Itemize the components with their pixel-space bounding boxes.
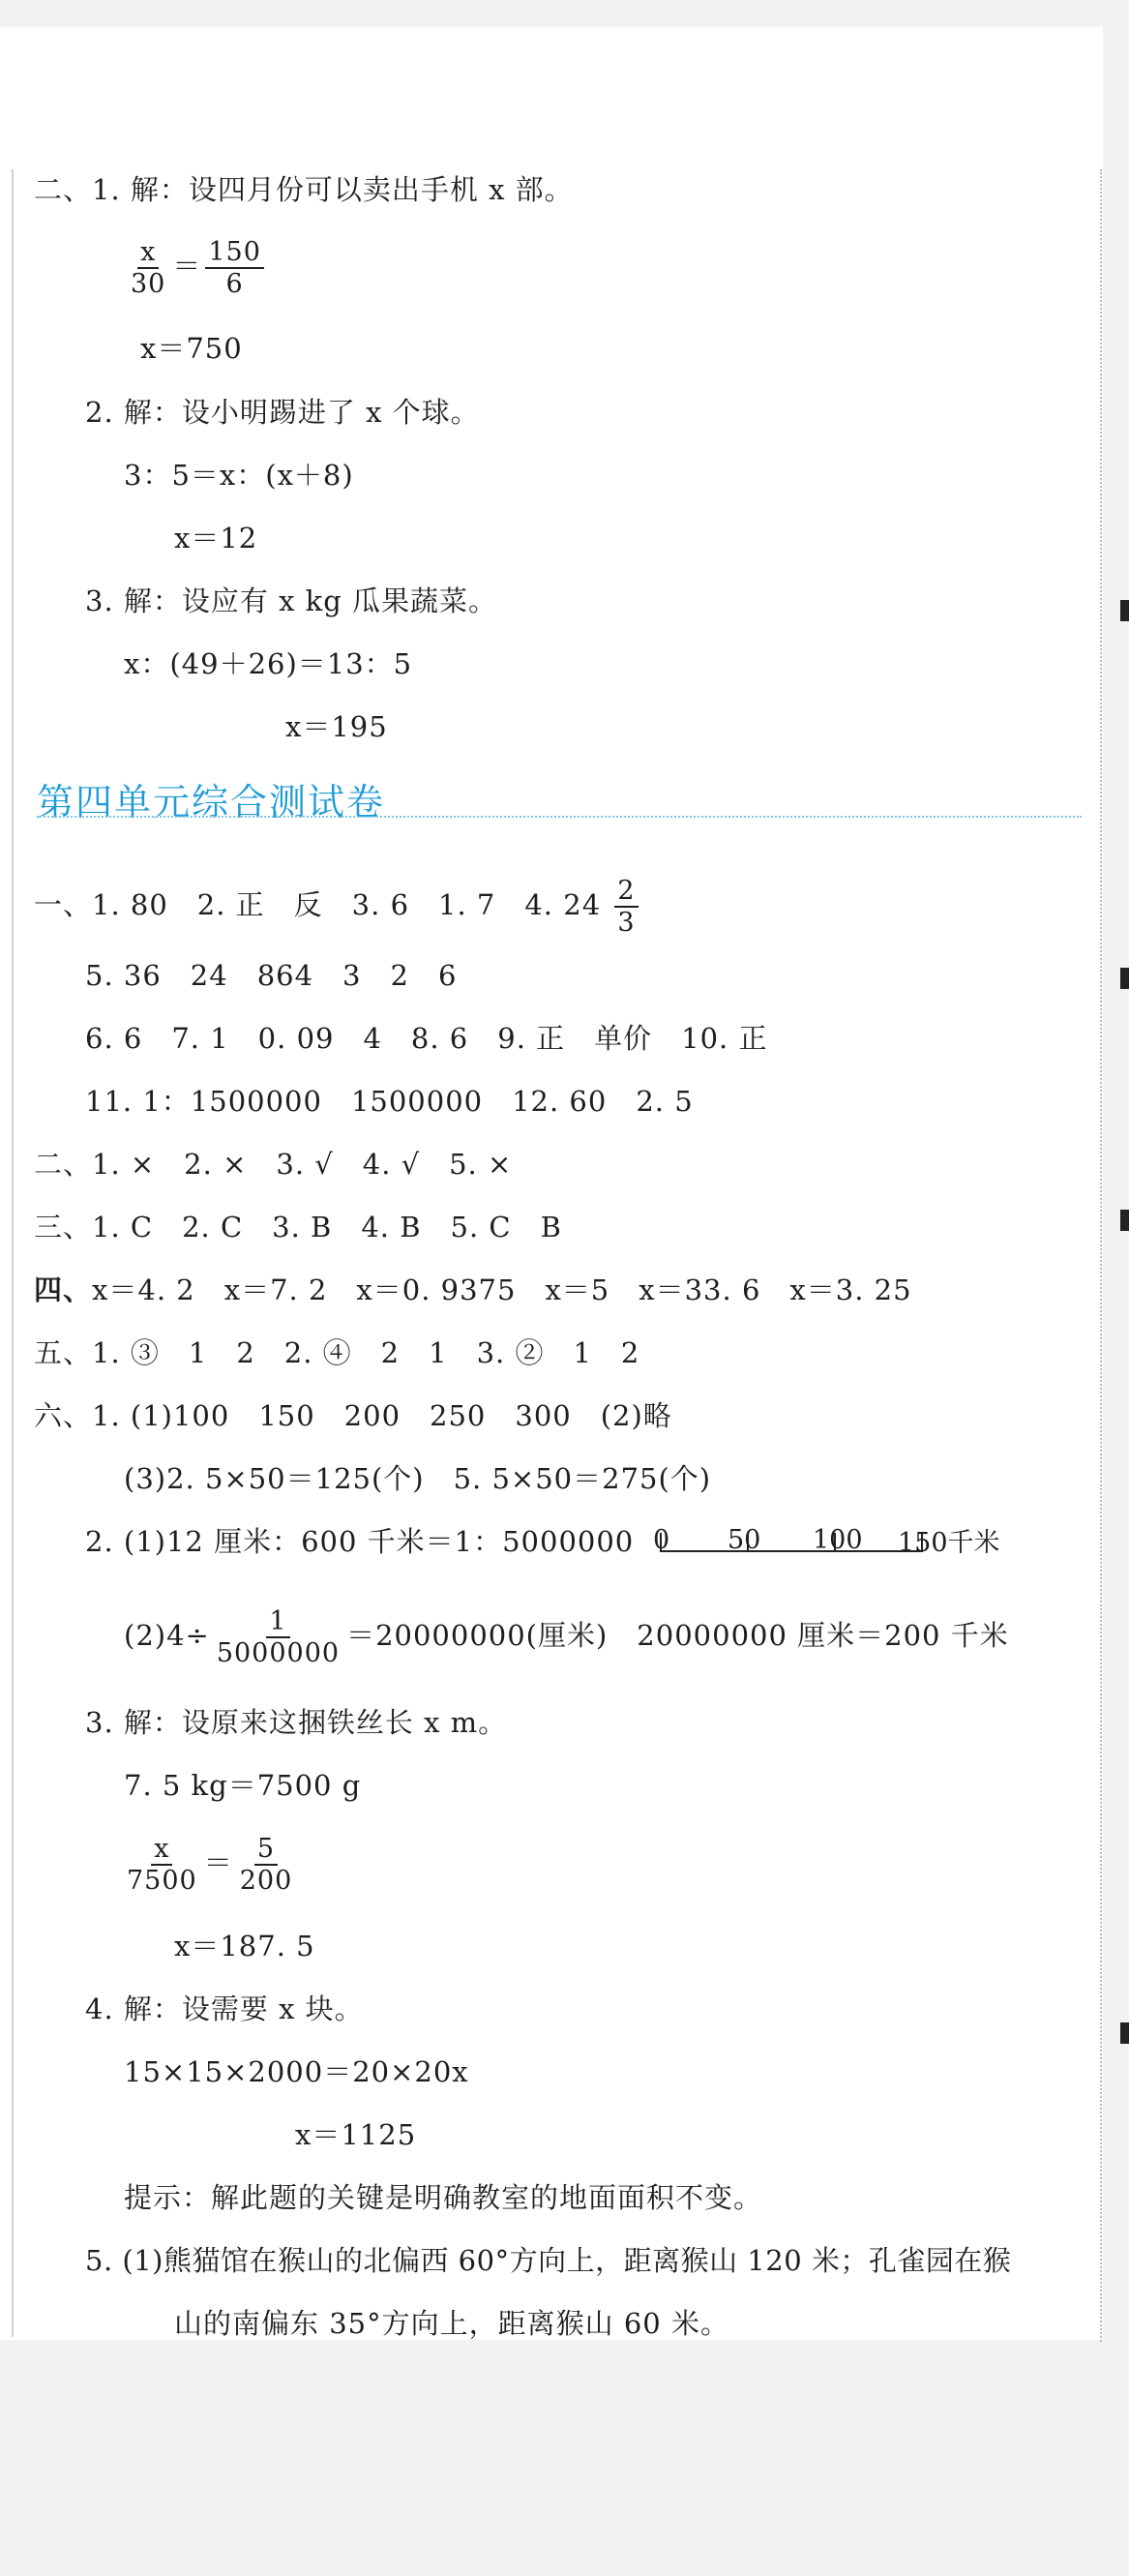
s1-line3: 6. 6 7. 1 0. 09 4 8. 6 9. 正 单价 10. 正 <box>85 1022 768 1055</box>
s6-q3-result: x＝187. 5 <box>174 1930 315 1962</box>
s6-q4-hint: 提示：解此题的关键是明确教室的地面面积不变。 <box>124 2181 763 2214</box>
fraction: $\frac{2}{3}$ <box>614 876 638 938</box>
s3-line: 三、1. C 2. C 3. B 4. B 5. C B <box>34 1211 562 1243</box>
part2-q1-result: x＝750 <box>140 332 243 365</box>
fraction: $\frac{x}{30}$ <box>131 237 166 299</box>
s6-q4-text: 4. 解：设需要 x 块。 <box>85 1992 364 2025</box>
part2-q1-equation: $\frac{x}{30}$ ＝ $\frac{150}{6}$ <box>124 237 268 299</box>
s6-line2: (3)2. 5×50＝125(个) 5. 5×50＝275(个) <box>124 1462 712 1495</box>
scale-label: 100 <box>813 1525 863 1555</box>
scale-label: 150千米 <box>898 1528 1000 1558</box>
fraction: $\frac{150}{6}$ <box>205 237 264 299</box>
s1-line4: 11. 1：1500000 1500000 12. 60 2. 5 <box>85 1085 694 1118</box>
s6-q2-line1: 2. (1)12 厘米：600 千米＝1：5000000 <box>85 1525 635 1558</box>
adjacent-page-fragment <box>1120 968 1129 989</box>
scale-bar <box>660 1527 923 1552</box>
s2-line: 二、1. × 2. × 3. √ 4. √ 5. × <box>34 1148 513 1181</box>
scale-label: 50 <box>728 1525 761 1555</box>
s6-q2-line2: (2)4÷ $\frac{1}{5000000}$ ＝20000000(厘米) 20000000 厘米＝200 千米 <box>124 1606 1009 1668</box>
fraction: $\frac{5}{200}$ <box>239 1834 293 1896</box>
column-divider <box>1100 169 1102 2342</box>
s6-q5-line2: 山的南偏东 35°方向上，距离猴山 60 米。 <box>174 2307 729 2340</box>
adjacent-page-fragment <box>1120 1210 1129 1231</box>
s6-q3-text: 3. 解：设原来这捆铁丝长 x m。 <box>85 1706 508 1739</box>
fraction: $\frac{1}{5000000}$ <box>216 1606 341 1668</box>
s1-line2: 5. 36 24 864 3 2 6 <box>85 959 458 992</box>
s1-line1: 一、1. 80 2. 正 反 3. 6 1. 7 4. 24 $\frac{2}{3}$ <box>34 876 642 938</box>
part2-q3-equation: x：(49＋26)＝13：5 <box>124 647 413 680</box>
s6-q4-result: x＝1125 <box>295 2118 417 2151</box>
left-margin-rule <box>12 169 14 2337</box>
scale-label: 0 <box>653 1525 670 1555</box>
section-divider <box>37 816 1082 818</box>
s6-q3-conversion: 7. 5 kg＝7500 g <box>124 1769 362 1802</box>
s6-line1: 六、1. (1)100 150 200 250 300 (2)略 <box>34 1399 672 1432</box>
part2-q2-text: 2. 解：设小明踢进了 x 个球。 <box>85 396 480 429</box>
part2-q1-text: 二、1. 解：设四月份可以卖出手机 x 部。 <box>34 173 574 206</box>
adjacent-page-fragment <box>1120 600 1129 621</box>
s4-line: 四、x＝4. 2 x＝7. 2 x＝0. 9375 x＝5 x＝33. 6 x＝3. 25 <box>34 1273 912 1306</box>
section-title: 第四单元综合测试卷 <box>37 781 386 824</box>
s5-line: 五、1. ③ 1 2 2. ④ 2 1 3. ② 1 2 <box>34 1336 640 1369</box>
part2-q3-result: x＝195 <box>285 710 388 743</box>
s6-q3-equation: $\frac{x}{7500}$ ＝ $\frac{5}{200}$ <box>120 1834 299 1896</box>
adjacent-page-fragment <box>1120 2022 1129 2044</box>
part2-q2-equation: 3：5＝x：(x＋8) <box>124 459 354 492</box>
part2-q2-result: x＝12 <box>174 522 258 554</box>
s6-q5-line1: 5. (1)熊猫馆在猴山的北偏西 60°方向上，距离猴山 120 米；孔雀园在猴 <box>85 2244 1012 2277</box>
s6-q4-equation: 15×15×2000＝20×20x <box>124 2055 469 2088</box>
fraction: $\frac{x}{7500}$ <box>127 1834 197 1896</box>
part2-q3-text: 3. 解：设应有 x kg 瓜果蔬菜。 <box>85 584 498 617</box>
